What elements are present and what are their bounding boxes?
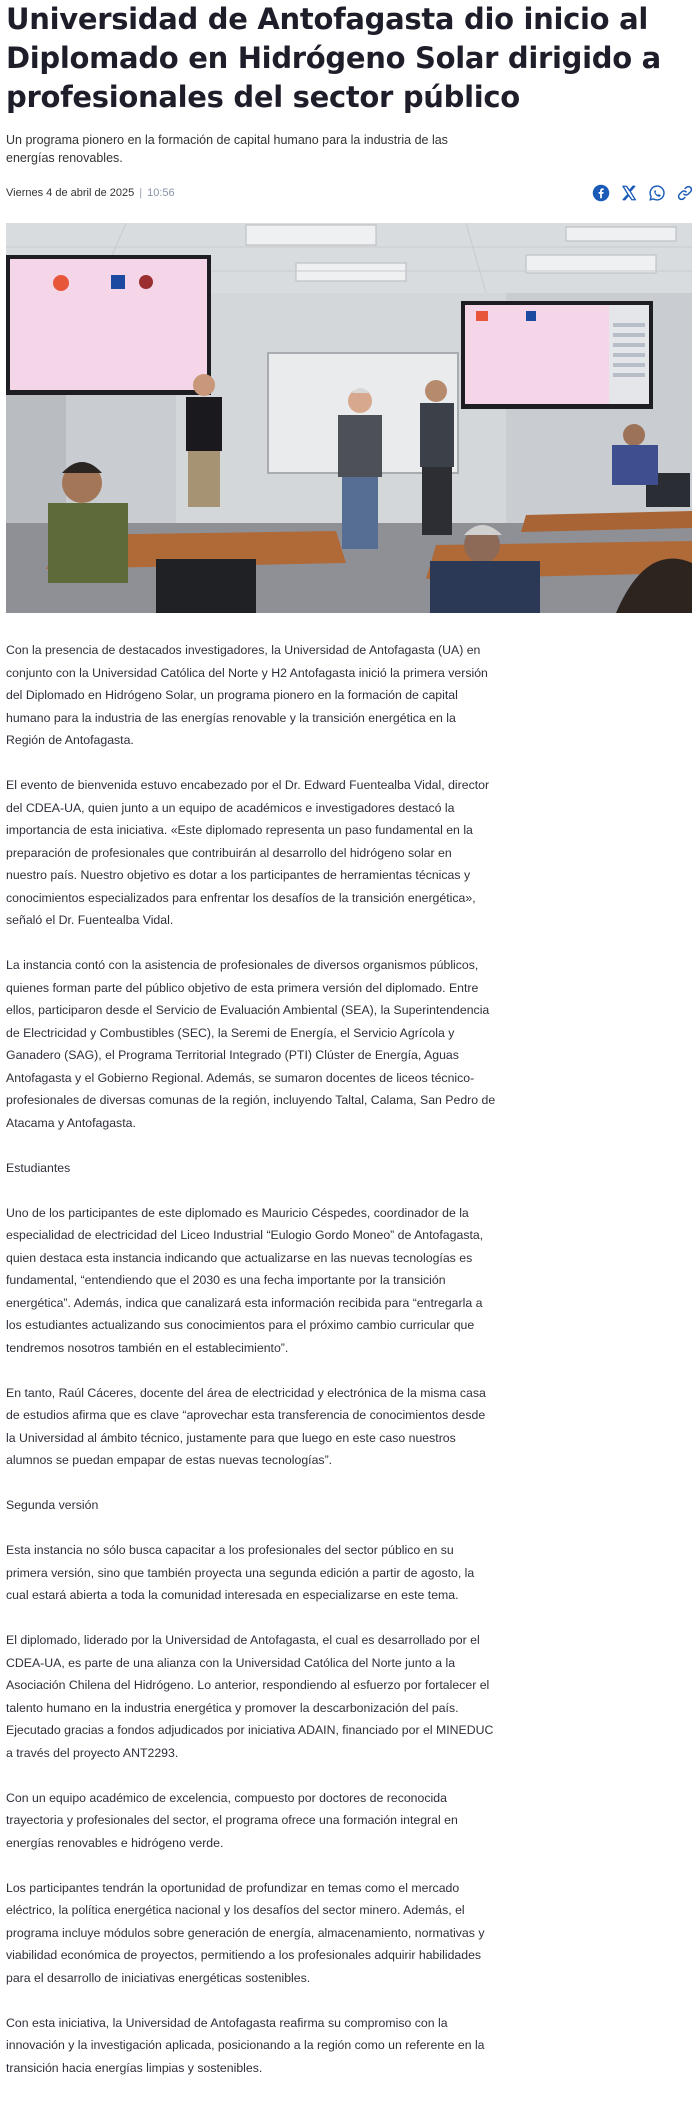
article-date: Viernes 4 de abril de 2025 bbox=[6, 187, 135, 199]
meta-separator: | bbox=[139, 187, 143, 199]
article-paragraph: Esta instancia no sólo busca capacitar a los profesionales del sector público en su primera versión, sino que también proyecta una segunda edición a partir de agosto, la cual estará abierta a toda la comunidad interesada en especializarse en este tema. bbox=[6, 1543, 475, 1602]
classroom-photo bbox=[6, 223, 692, 613]
facebook-icon bbox=[592, 184, 610, 202]
x-icon bbox=[620, 184, 638, 202]
article-paragraph: Uno de los participantes de este diplomado es Mauricio Céspedes, coordinador de la especialidad de electricidad del Liceo Industrial “Eulogio Gordo Moneo” de Antofagasta, quien destaca esta instancia indicando que actualizarse en las nuevas tecnologías es fundamental, “entendiendo que el 2030 es una fecha importante por la transición energética”. Además, indica que canalizará esta información recibida para “entregarla a los estudiantes actualizando sus conocimientos para el próximo cambio curricular que tendremos nosotros también en el establecimiento”. bbox=[6, 1205, 484, 1355]
link-icon bbox=[676, 184, 694, 202]
article-time: 10:56 bbox=[147, 187, 175, 199]
article-paragraph: En tanto, Raúl Cáceres, docente del área de electricidad y electrónica de la misma casa de estudios afirma que es clave “aprovechar esta transferencia de conocimientos desde la Universidad al ámbito técnico, justamente para que luego en este caso nuestros alumnos se puedan empapar de estas nuevas tecnologías”. bbox=[6, 1385, 486, 1467]
article-subtitle: Un programa pionero en la formación de capital humano para la industria de las energías renovables. bbox=[6, 133, 448, 165]
article-paragraph: Con la presencia de destacados investigadores, la Universidad de Antofagasta (UA) en conjunto con la Universidad Católica del Norte y H2 Antofagasta inició la primera versión del Diplomado en Hidrógeno Solar, un programa pionero en la formación de capital humano para la industria de las energías renovable y la transición energética en la Región de Antofagasta. bbox=[6, 643, 488, 747]
hero-photo bbox=[6, 223, 692, 613]
share-bar bbox=[592, 184, 694, 202]
facebook-share-button[interactable] bbox=[592, 184, 610, 202]
whatsapp-share-button[interactable] bbox=[648, 184, 666, 202]
article-paragraph: La instancia contó con la asistencia de profesionales de diversos organismos públicos, quienes forman parte del público objetivo de esta primera versión del diplomado. Entre ellos, participaron desde el Servicio de Evaluación Ambiental (SEA), la Superintendencia de Electricidad y Combustibles (SEC), la Seremi de Energía, el Servicio Agrícola y Ganadero (SAG), el Programa Territorial Integrado (PTI) Clúster de Energía, Aguas Antofagasta y el Gobierno Regional. Además, se sumaron docentes de liceos técnico-profesionales de diversas comunas de la región, incluyendo Taltal, Calama, San Pedro de Atacama y Antofagasta. bbox=[6, 958, 496, 1130]
section-heading-estudiantes: Estudiantes bbox=[6, 1160, 71, 1175]
article-paragraph: Los participantes tendrán la oportunidad de profundizar en temas como el mercado eléctrico, la política energética nacional y los desafíos del sector minero. Además, el programa incluye módulos sobre generación de energía, almacenamiento, normativas y viabilidad económica de proyectos, permitiendo a los profesionales adquirir habilidades para el desarrollo de iniciativas energéticas sostenibles. bbox=[6, 1880, 485, 1985]
article-paragraph: Con un equipo académico de excelencia, compuesto por doctores de reconocida trayectoria y profesionales del sector, el programa ofrece una formación integral en energías renovables e hidrógeno verde. bbox=[6, 1790, 458, 1850]
article-paragraph: El diplomado, liderado por la Universidad de Antofagasta, el cual es desarrollado por el CDEA-UA, es parte de una alianza con la Universidad Católica del Norte junto a la Asociación Chilena del Hidrógeno. Lo anterior, respondiendo al esfuerzo por fortalecer el talento humano en la industria energética y promover la descarbonización del país. Ejecutado gracias a fondos adjudicados por iniciativa ADAIN, financiado por el MINEDUC a través del proyecto ANT2293. bbox=[6, 1633, 494, 1760]
section-heading-segunda-version: Segunda versión bbox=[6, 1498, 99, 1512]
article-paragraph: El evento de bienvenida estuvo encabezado por el Dr. Edward Fuentealba Vidal, director del CDEA-UA, quien junto a un equipo de académicos e investigadores destacó la importancia de esta iniciativa. «Este diplomado representa un paso fundamental en la preparación de profesionales que contribuirán al desarrollo del hidrógeno solar en nuestro país. Nuestro objetivo es dotar a los participantes de herramientas técnicas y conocimientos especializados para enfrentar los desafíos de la transición energética», señaló el Dr. Fuentealba Vidal. bbox=[6, 778, 490, 927]
article-paragraph: Con esta iniciativa, la Universidad de Antofagasta reafirma su compromiso con la innovación y la investigación aplicada, posicionando a la región como un referente en la transición hacia energías limpias y sostenibles. bbox=[6, 2015, 485, 2075]
article-title: Universidad de Antofagasta dio inicio al Diplomado en Hidrógeno Solar dirigido a profesionales del sector público bbox=[6, 2, 661, 114]
article-meta bbox=[6, 187, 175, 199]
article-body bbox=[6, 639, 496, 2079]
x-share-button[interactable] bbox=[620, 184, 638, 202]
whatsapp-icon bbox=[648, 184, 666, 202]
copy-link-button[interactable] bbox=[676, 184, 694, 202]
